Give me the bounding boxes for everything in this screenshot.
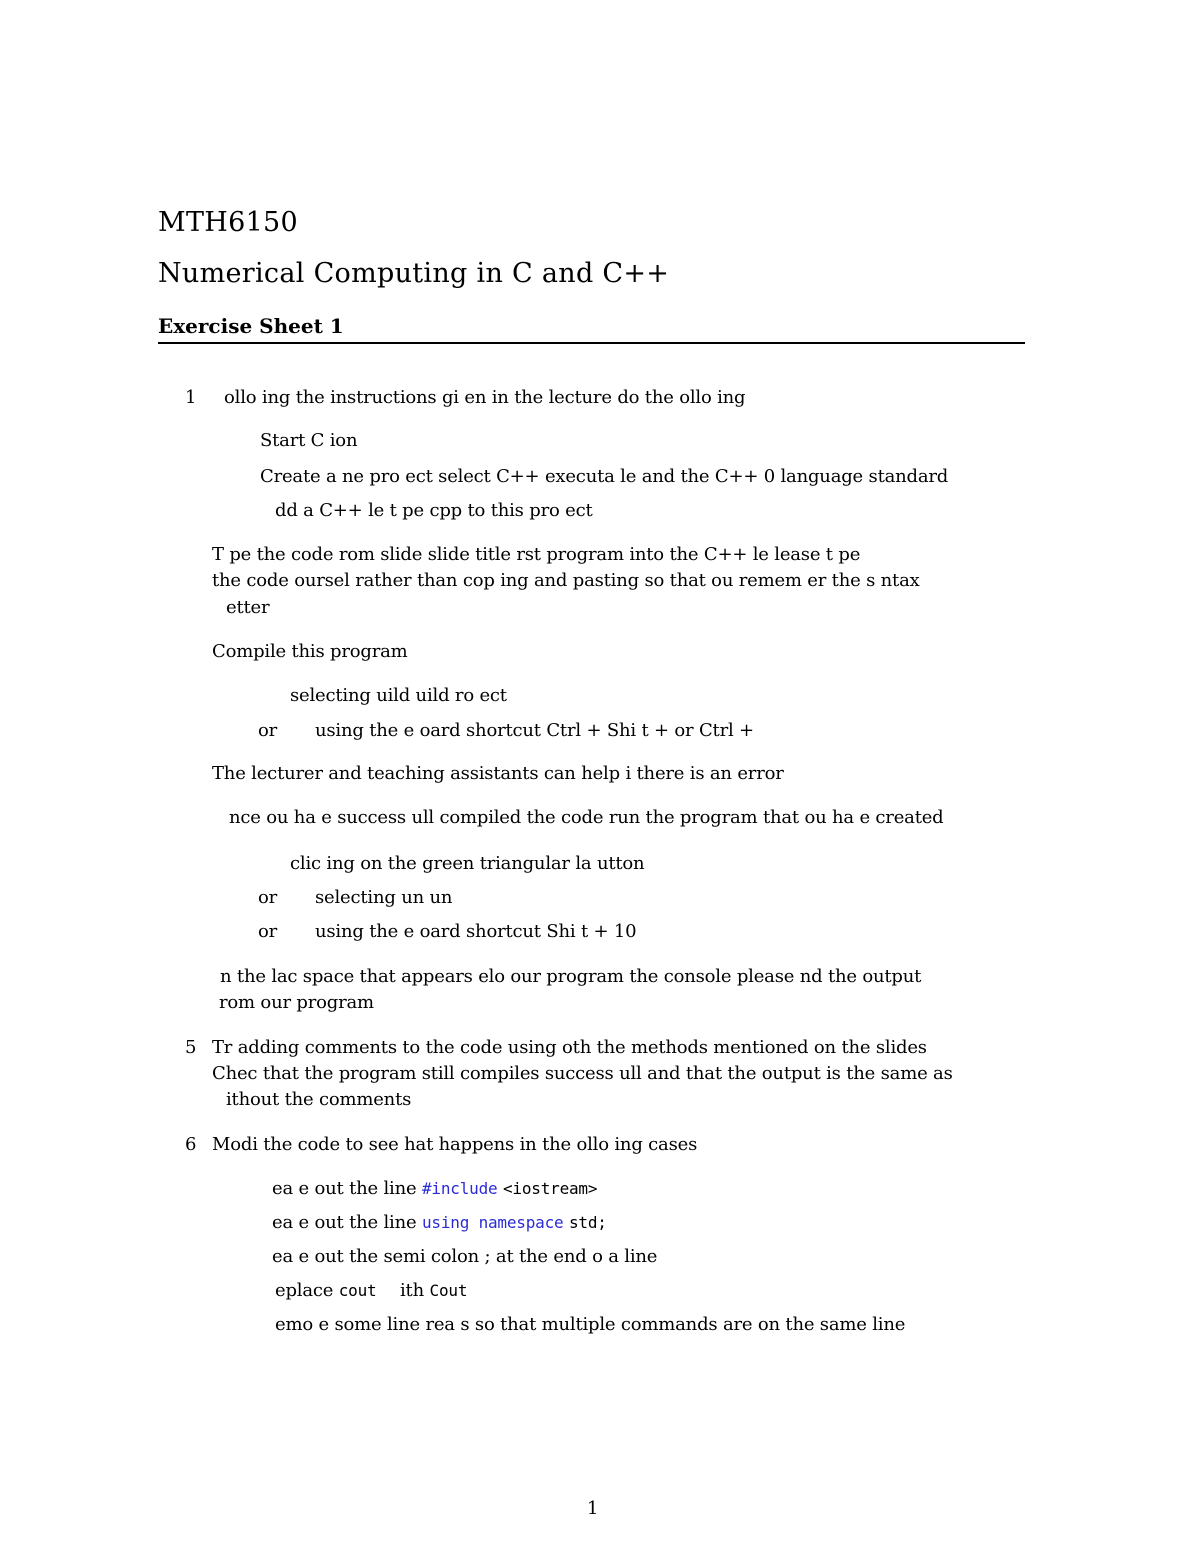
compile-option-2: using the e oard shortcut Ctrl + Shi t + or Ctrl + xyxy=(315,720,754,741)
run-program-text: nce ou ha e success ull compiled the code run the program that ou ha e created xyxy=(229,807,944,828)
course-title: Numerical Computing in C and C++ xyxy=(158,258,670,289)
cout-code: cout xyxy=(338,1281,377,1300)
case-namespace xyxy=(272,1212,607,1233)
using-namespace-keyword: using namespace xyxy=(421,1213,564,1232)
Cout-code: Cout xyxy=(429,1281,468,1300)
item-6-number: 6 xyxy=(185,1134,197,1155)
item-5-line-1: Tr adding comments to the code using oth the methods mentioned on the slides xyxy=(212,1037,927,1058)
item-6-intro: Modi the code to see hat happens in the ollo ing cases xyxy=(212,1134,698,1155)
item-5-line-3: ithout the comments xyxy=(226,1089,412,1110)
run-option-1: clic ing on the green triangular la utton xyxy=(290,853,645,874)
sheet-title: Exercise Sheet 1 xyxy=(158,314,344,338)
type-code-line-2: the code oursel rather than cop ing and pasting so that ou remem er the s ntax xyxy=(212,570,920,591)
title-rule xyxy=(158,342,1025,344)
item-1-text: ollo ing the instructions gi en in the lecture do the ollo ing xyxy=(224,387,746,408)
type-code-line-3: etter xyxy=(226,597,270,618)
run-or-1: or xyxy=(258,887,278,908)
case-semicolon: ea e out the semi colon ; at the end o a line xyxy=(272,1246,658,1267)
item-5-line-2: Chec that the program still compiles success ull and that the output is the same as xyxy=(212,1063,953,1084)
type-code-line-1: T pe the code rom slide slide title rst program into the C++ le lease t pe xyxy=(212,544,861,565)
compile-or: or xyxy=(258,720,278,741)
run-or-2: or xyxy=(258,921,278,942)
case-include-text: ea e out the line xyxy=(272,1178,417,1199)
include-keyword: #include xyxy=(421,1179,498,1198)
course-code: MTH6150 xyxy=(158,207,299,238)
item-5-number: 5 xyxy=(185,1037,197,1058)
page-number: 1 xyxy=(587,1498,599,1519)
run-option-3: using the e oard shortcut Shi t + 10 xyxy=(315,921,637,942)
compile-text: Compile this program xyxy=(212,641,408,662)
case-namespace-text: ea e out the line xyxy=(272,1212,417,1233)
iostream-code: <iostream> xyxy=(502,1179,598,1198)
case-line-breaks: emo e some line rea s so that multiple commands are on the same line xyxy=(275,1314,906,1335)
std-code: std; xyxy=(569,1213,607,1232)
console-line-1: n the lac space that appears elo our program the console please nd the output xyxy=(220,966,922,987)
case-include xyxy=(272,1178,597,1199)
error-help-text: The lecturer and teaching assistants can help i there is an error xyxy=(212,763,784,784)
case-cout-with: ith xyxy=(400,1280,424,1301)
sub-item-start: Start C ion xyxy=(260,430,358,451)
compile-option-1: selecting uild uild ro ect xyxy=(290,685,507,706)
item-1-number: 1 xyxy=(185,387,197,408)
run-option-2: selecting un un xyxy=(315,887,453,908)
case-cout-text: eplace xyxy=(275,1280,334,1301)
sub-item-create-project: Create a ne pro ect select C++ executa le and the C++ 0 language standard xyxy=(260,466,949,487)
sub-item-add-file: dd a C++ le t pe cpp to this pro ect xyxy=(275,500,593,521)
case-cout xyxy=(275,1280,467,1301)
console-line-2: rom our program xyxy=(219,992,374,1013)
